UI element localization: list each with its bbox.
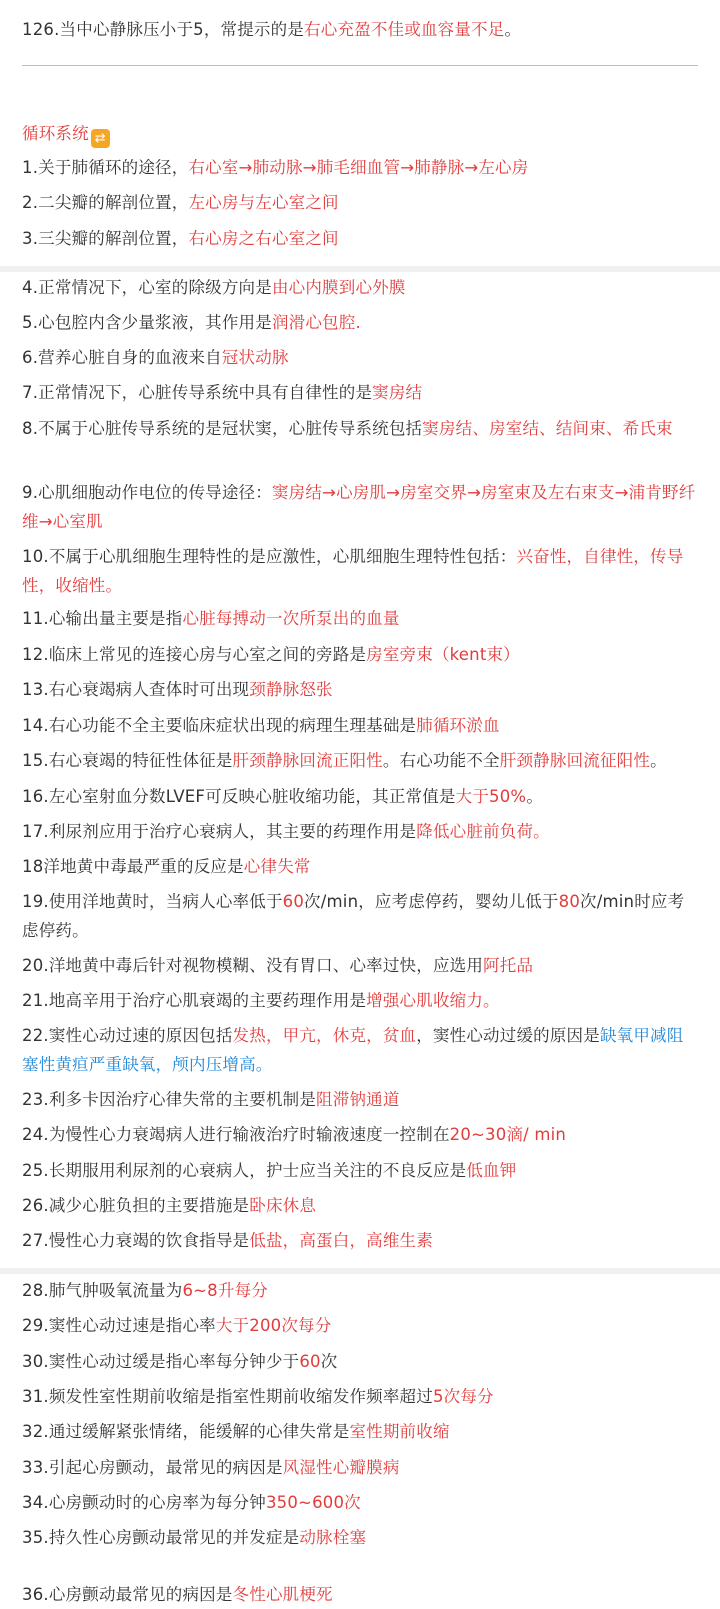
answer-text: 6~8升每分 <box>182 1281 268 1300</box>
question-suffix: 次/min时应考虑停药。 <box>22 892 685 940</box>
answer-text: 20~30滴/ min <box>449 1125 567 1144</box>
question-suffix: 。 <box>526 787 544 806</box>
question-item-34 <box>22 1488 698 1517</box>
answer-text: 阿托品 <box>483 956 534 975</box>
question-item-9 <box>22 478 698 536</box>
question-item-16 <box>22 782 698 811</box>
question-item-15 <box>22 746 698 775</box>
question-item-31 <box>22 1382 698 1411</box>
question-text: 34.心房颤动时的心房率为每分钟 <box>22 1493 266 1512</box>
question-text: 2.二尖瓣的解剖位置， <box>22 193 189 212</box>
question-item-5 <box>22 308 698 337</box>
question-text: 5.心包腔内含少量浆液，其作用是 <box>22 313 272 332</box>
answer-text: 发热，甲亢，休克，贫血 <box>232 1026 417 1045</box>
answer-text: 肝颈静脉回流正阳性 <box>232 751 383 770</box>
question-item-10 <box>22 542 698 600</box>
question-item-14 <box>22 711 698 740</box>
question-item-21 <box>22 986 698 1015</box>
question-text: 6.营养心脏自身的血液来自 <box>22 348 222 367</box>
question-suffix: 。 <box>650 751 667 770</box>
question-item-26 <box>22 1191 698 1220</box>
section-separator-band <box>0 1268 720 1274</box>
question-item-35 <box>22 1523 698 1552</box>
answer-text: 颈静脉怒张 <box>249 680 333 699</box>
question-text: 18洋地黄中毒最严重的反应是 <box>22 857 244 876</box>
answer-text: 风湿性心瓣膜病 <box>282 1458 400 1477</box>
answer-text: 左心房与左心室之间 <box>188 193 339 212</box>
question-item-33 <box>22 1453 698 1482</box>
answer-text: 窦房结→心房肌→房室交界→房室束及左右束支→浦肯野纤维→心室肌 <box>22 483 696 531</box>
question-text: 3.三尖瓣的解剖位置， <box>22 229 189 248</box>
answer-text: 窦房结 <box>372 383 423 402</box>
question-item-18 <box>22 852 698 881</box>
question-text: 8.不属于心脏传导系统的是冠状窦，心脏传导系统包括 <box>22 419 423 438</box>
question-text: 29.窦性心动过速是指心率 <box>22 1316 216 1335</box>
question-text: 1.关于肺循环的途径， <box>22 158 189 177</box>
answer-text: 60 <box>282 892 305 911</box>
answer-text-blue: 缺氧甲减阻塞性黄疸严重缺氧，颅内压增高。 <box>22 1026 684 1074</box>
answer-text: 350~600次 <box>265 1493 361 1512</box>
answer-text: 低血钾 <box>466 1161 517 1180</box>
answer-text: 右心室→肺动脉→肺毛细血管→肺静脉→左心房 <box>188 158 529 177</box>
question-text: 26.减少心脏负担的主要措施是 <box>22 1196 250 1215</box>
answer-text: 阻滞钠通道 <box>316 1090 400 1109</box>
question-text: 25.长期服用利尿剂的心衰病人，护士应当关注的不良反应是 <box>22 1161 467 1180</box>
question-text: 28.肺气肿吸氧流量为 <box>22 1281 183 1300</box>
section-separator-band <box>0 266 720 272</box>
horizontal-divider <box>22 65 698 66</box>
answer-text: 卧床休息 <box>249 1196 317 1215</box>
answer-text: 冠状动脉 <box>221 348 289 367</box>
question-item-4 <box>22 273 698 302</box>
question-item-27 <box>22 1226 698 1255</box>
question-text-middle: 次/min，应考虑停药，婴幼儿低于 <box>304 892 559 911</box>
question-item-126 <box>22 15 698 44</box>
question-item-11 <box>22 604 698 633</box>
answer-text: 润滑心包腔. <box>271 313 361 332</box>
section-heading <box>22 119 698 148</box>
question-item-32 <box>22 1417 698 1446</box>
question-text: 21.地高辛用于治疗心肌衰竭的主要药理作用是 <box>22 991 367 1010</box>
question-text: 33.引起心房颤动，最常见的病因是 <box>22 1458 283 1477</box>
answer-text: 由心内膜到心外膜 <box>271 278 406 297</box>
repeat-arrows-icon: ⇄ <box>91 129 110 148</box>
answer-text: 增强心肌收缩力。 <box>366 991 500 1010</box>
answer-text: 肺循环淤血 <box>416 716 500 735</box>
question-text: 36.心房颤动最常见的病因是 <box>22 1585 233 1604</box>
question-text: 126.当中心静脉压小于5，常提示的是 <box>22 20 305 39</box>
question-text: 27.慢性心力衰竭的饮食指导是 <box>22 1231 250 1250</box>
answer-text: 心脏每搏动一次所泵出的血量 <box>182 609 400 628</box>
question-item-19 <box>22 887 698 945</box>
question-item-13 <box>22 675 698 704</box>
question-text: 19.使用洋地黄时，当病人心率低于 <box>22 892 283 911</box>
answer-text: 5次每分 <box>432 1387 494 1406</box>
answer-text: 兴奋性，自律性，传导性，收缩性。 <box>22 547 684 595</box>
answer-text: 冬性心肌梗死 <box>232 1585 333 1604</box>
question-item-23 <box>22 1085 698 1114</box>
answer-text: 室性期前收缩 <box>349 1422 450 1441</box>
question-text-middle: ，窦性心动过缓的原因是 <box>416 1026 600 1045</box>
question-item-7 <box>22 378 698 407</box>
question-text: 22.窦性心动过速的原因包括 <box>22 1026 233 1045</box>
question-text: 35.持久性心房颤动最常见的并发症是 <box>22 1528 300 1547</box>
question-text: 12.临床上常见的连接心房与心室之间的旁路是 <box>22 645 367 664</box>
answer-text: 右心房之右心室之间 <box>188 229 339 248</box>
answer-text: 心律失常 <box>243 857 311 876</box>
question-item-30 <box>22 1347 698 1376</box>
question-item-28 <box>22 1276 698 1305</box>
question-item-29 <box>22 1311 698 1340</box>
question-item-6 <box>22 343 698 372</box>
question-item-2 <box>22 188 698 217</box>
answer-text-2: 肝颈静脉回流征阳性 <box>499 751 651 770</box>
question-suffix: 次 <box>320 1352 338 1371</box>
question-text: 7.正常情况下，心脏传导系统中具有自律性的是 <box>22 383 373 402</box>
answer-text: 降低心脏前负荷。 <box>416 822 550 841</box>
question-item-3 <box>22 224 698 253</box>
answer-text: 大于50% <box>455 787 527 806</box>
question-text: 15.右心衰竭的特征性体征是 <box>22 751 233 770</box>
question-item-1 <box>22 153 698 182</box>
question-text: 4.正常情况下，心室的除级方向是 <box>22 278 272 297</box>
section-title: 循环系统 <box>22 124 89 143</box>
question-item-25 <box>22 1156 698 1185</box>
question-text: 11.心输出量主要是指 <box>22 609 183 628</box>
answer-text: 低盐，高蛋白，高维生素 <box>249 1231 433 1250</box>
question-item-20 <box>22 951 698 980</box>
question-item-36-partial <box>22 1580 698 1609</box>
answer-text: 窦房结、房室结、结间束、希氏束 <box>422 419 673 438</box>
question-text: 17.利尿剂应用于治疗心衰病人，其主要的药理作用是 <box>22 822 417 841</box>
question-text: 10.不属于心肌细胞生理特性的是应激性，心肌细胞生理特性包括： <box>22 547 517 566</box>
question-text: 23.利多卡因治疗心律失常的主要机制是 <box>22 1090 317 1109</box>
answer-text: 房室旁束（kent束） <box>366 645 520 664</box>
answer-text: 右心充盈不佳或血容量不足 <box>304 20 505 39</box>
question-text: 24.为慢性心力衰竭病人进行输液治疗时输液速度一控制在 <box>22 1125 450 1144</box>
question-text: 30.窦性心动过缓是指心率每分钟少于 <box>22 1352 300 1371</box>
question-text: 13.右心衰竭病人查体时可出现 <box>22 680 250 699</box>
question-text: 16.左心室射血分数LVEF可反映心脏收缩功能，其正常值是 <box>22 787 456 806</box>
question-item-8 <box>22 414 698 443</box>
answer-text: 动脉栓塞 <box>299 1528 367 1547</box>
answer-text: 大于200次每分 <box>215 1316 332 1335</box>
question-text: 14.右心功能不全主要临床症状出现的病理生理基础是 <box>22 716 417 735</box>
question-text-middle: 。右心功能不全 <box>382 751 500 770</box>
answer-text: 60 <box>299 1352 321 1371</box>
question-suffix: 。 <box>504 20 522 39</box>
question-item-24 <box>22 1120 698 1149</box>
answer-text-2: 80 <box>558 892 581 911</box>
question-text: 9.心肌细胞动作电位的传导途径： <box>22 483 272 502</box>
question-item-22 <box>22 1021 698 1079</box>
question-item-17 <box>22 817 698 846</box>
question-text: 32.通过缓解紧张情绪，能缓解的心律失常是 <box>22 1422 350 1441</box>
question-text: 20.洋地黄中毒后针对视物模糊、没有胃口、心率过快，应选用 <box>22 956 484 975</box>
question-text: 31.频发性室性期前收缩是指室性期前收缩发作频率超过 <box>22 1387 433 1406</box>
question-item-12 <box>22 640 698 669</box>
